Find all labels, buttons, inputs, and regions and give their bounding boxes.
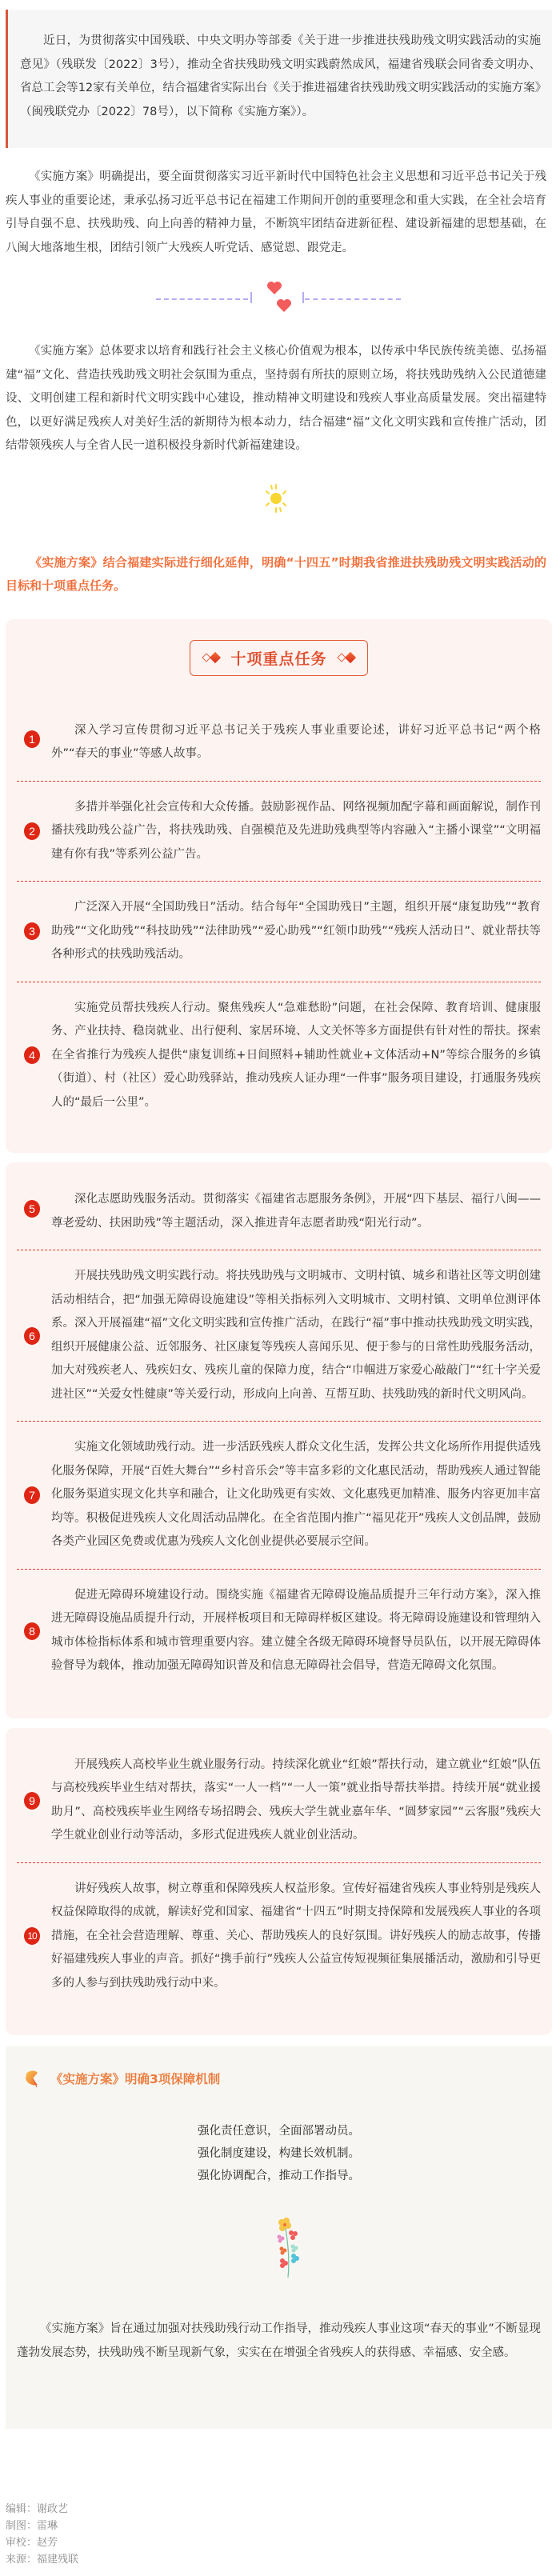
intro-box: [6, 10, 552, 148]
sun-icon: [260, 482, 292, 514]
flower-decoration: [17, 2218, 541, 2298]
task-number-badge: 6: [24, 1327, 40, 1345]
credit-source: 来源：福建残联: [6, 2554, 79, 2566]
task-text: 深化志愿助残服务活动。贯彻落实《福建省志愿服务条例》，开展“四下基层、福行八闽——尊老爱幼、扶困助残”等主题活动，深入推进青年志愿者助残“阳光行动”。: [51, 1193, 541, 1230]
divider-dash-left: [156, 298, 248, 300]
task-item: [17, 1863, 541, 2010]
tasks-card-1: [6, 619, 552, 1154]
credit-graphics: 制图：雷琳: [6, 2520, 58, 2532]
task-item: [17, 1422, 541, 1570]
task-text: 讲好残疾人故事，树立尊重和保障残疾人权益形象。宣传好福建省残疾人事业特别是残疾人权益保障取得的成就，解读好党和国家、福建省“十四五”时期支持保障和发展残疾人事业的各项措施，在全社会营造理解、尊重、关心、帮助残疾人的良好氛围。讲好残疾人的励志故事，传播好福建残疾人事业的声音。抓好“携手前行”残疾人公益宣传短视频征集展播活动，激励和引导更多的人参与到扶残助残行动中来。: [51, 1882, 541, 1990]
task-text: 开展残疾人高校毕业生就业服务行动。持续深化就业“红娘”帮扶行动，建立就业“红娘”队伍与高校残疾毕业生结对帮扶，落实“一人一档”“一人一策”就业指导帮扶举措。持续开展“就业援助月”、高校残疾毕业生网络专场招聘会、残疾大学生就业嘉年华、“圆梦家园”“云客服”残疾大学生就业创业行动等活动，多形式促进残疾人就业创业活动。: [51, 1758, 541, 1842]
task-text: 深入学习宣传贯彻习近平总书记关于残疾人事业重要论述，讲好习近平总书记“两个格外”“春天的事业”等感人故事。: [51, 723, 541, 760]
diamond-icon: [203, 654, 219, 662]
task-item: [17, 1250, 541, 1422]
task-item: [17, 782, 541, 882]
task-number-badge: 5: [24, 1200, 40, 1218]
heart-divider: [0, 278, 552, 326]
task-number-badge: 9: [24, 1792, 40, 1810]
ginkgo-leaf-icon: [23, 2069, 42, 2088]
diamond-icon: [338, 654, 354, 662]
tasks-card-3: [6, 1728, 552, 2036]
task-item: [17, 982, 541, 1130]
task-item: [17, 1570, 541, 1693]
divider-tick-left: [250, 292, 252, 303]
heart-icon: [266, 281, 282, 295]
sun-decoration: [0, 474, 552, 522]
task-item: [17, 882, 541, 982]
task-number-badge: 10: [24, 1927, 40, 1945]
guarantee-section: [6, 2046, 552, 2429]
task-text: 实施文化领域助残行动。进一步活跃残疾人群众文化生活，发挥公共文化场所作用提供适残化服务保障，开展“百姓大舞台”“乡村音乐会”等丰富多彩的文化惠民活动，帮助残疾人通过智能化服务渠道实现文化共享和融合，让文化助残更有实效、文化惠残更加精准、服务内容更加丰富均等。积极促进残疾人文化周活动品牌化。在全省范围内推广“福见花开”残疾人文创品牌，鼓励各类产业园区免费或优惠为残疾人文化创业提供必要展示空间。: [51, 1441, 541, 1548]
heart-icon: [276, 298, 292, 313]
credit-editor: 编辑：谢政艺: [6, 2503, 69, 2515]
task-text: 开展扶残助残文明实践行动。将扶残助残与文明城市、文明村镇、城乡和谐社区等文明创建活动相结合，把“加强无障碍设施建设”等相关指标列入文明城市、文明村镇、文明单位测评体系。深入开展福建“福”文化文明实践和宣传推广活动，在践行“福”事中推动扶残助残文明实践，组织开展健康公益、近邻服务、社区康复等残疾人喜闻乐见、便于参与的日常性助残服务活动，加大对残疾老人、残疾妇女、残疾儿童的保障力度，结合“巾帼进万家爱心敲敲门”“红十字关爱进社区”“关爱女性健康”等关爱行动，形成向上向善、互帮互助、扶残助残的新时代文明风尚。: [51, 1270, 541, 1401]
highlight-paragraph: 《实施方案》结合福建实际进行细化延伸，明确“十四五”时期我省推进扶残助残文明实践活动的目标和十项重点任务。: [6, 554, 546, 593]
guarantee-summary: 《实施方案》旨在通过加强对扶残助残行动工作指导，推动残疾人事业这项“春天的事业”不断显现蓬勃发展态势，扶残助残不断呈现新气象，实实在在增强全省残疾人的获得感、幸福感、安全感。: [17, 2322, 541, 2359]
guarantee-list: [17, 2120, 541, 2187]
divider-dash-right: [305, 298, 401, 300]
task-text: 广泛深入开展“全国助残日”活动。结合每年“全国助残日”主题，组织开展“康复助残”“教育助残”“文化助残”“科技助残”“法律助残”“爱心助残”“红领巾助残”“残疾人活动日”、就业帮扶等各种形式的扶残助残活动。: [51, 901, 541, 961]
divider-tick-right: [302, 292, 304, 303]
task-number-badge: 8: [24, 1622, 40, 1640]
tasks-card-2: [6, 1162, 552, 1718]
task-text: 多措并举强化社会宣传和大众传播。鼓励影视作品、网络视频加配字幕和画面解说，制作刊播扶残助残公益广告，将扶残助残、自强模范及先进助残典型等内容融入“主播小课堂”“文明福建有你有我”等系列公益广告。: [51, 800, 541, 861]
task-item: [17, 1739, 541, 1863]
credit-reviewer: 审校：赵芳: [6, 2537, 58, 2549]
credits: [0, 2501, 552, 2576]
intro-text: 近日，为贯彻落实中国残联、中央文明办等部委《关于进一步推进扶残助残文明实践活动的实施意见》（残联发〔2022〕3号），推动全省扶残助残文明实践蔚然成风，福建省残联会同省委文明办、省总工会等12家有关单位，结合福建省实际出台《关于推进福建省扶残助残文明实践活动的实施方案》（闽残联党办〔2022〕78号），以下简称《实施方案》）。: [20, 34, 541, 118]
section-title-row: [17, 640, 541, 676]
task-number-badge: 2: [24, 822, 40, 840]
task-text: 实施党员帮扶残疾人行动。聚焦残疾人“急难愁盼”问题，在社会保障、教育培训、健康服务、产业扶持、稳岗就业、出行便利、家居环境、人文关怀等多方面提供有针对性的帮扶。探索在全省推行为残疾人提供“康复训练+日间照料+辅助性就业+文体活动+N”等综合服务的乡镇（街道）、村（社区）爱心助残驿站，推动残疾人证办理“一件事”服务项目建设，打通服务残疾人的“最后一公里”。: [51, 1001, 541, 1109]
guarantee-title: 《实施方案》明确3项保障机制: [50, 2072, 221, 2086]
task-number-badge: 1: [24, 730, 40, 748]
paragraph-overall-requirements: 《实施方案》总体要求以培育和践行社会主义核心价值观为根本，以传承中华民族传统美德、弘扬福建“福”文化、营造扶残助残文明社会氛围为重点，坚持弱有所扶的原则立场，将扶残助残纳入公民道德建设、文明创建工程和新时代文明实践中心建设，推动精神文明建设和残疾人事业高质量发展。突出福建特色，以更好满足残疾人对美好生活的新期待为根本动力，结合福建“福”文化文明实践和宣传推广活动，团结带领残疾人与全省人民一道积极投身新时代新福建建设。: [6, 345, 546, 452]
guarantee-heading: [17, 2069, 541, 2088]
flower-branch-icon: [275, 2218, 310, 2298]
paragraph-requirements: 《实施方案》明确提出，要全面贯彻落实习近平新时代中国特色社会主义思想和习近平总书记关于残疾人事业的重要论述，秉承弘扬习近平总书记在福建工作期间开创的重要理念和重大实践，在全社会培育引导自强不息、扶残助残、向上向善的精神力量，不断筑牢团结奋进新征程、建设新福建的思想基础，在八闽大地落地生根，团结引领广大残疾人听党话、感觉恩、跟党走。: [6, 170, 546, 254]
task-number-badge: 7: [24, 1486, 40, 1504]
section-title-badge: [190, 640, 367, 676]
guarantee-item: 强化责任意识，全面部署动员。: [198, 2125, 360, 2138]
guarantee-item: 强化制度建设，构建长效机制。: [198, 2147, 360, 2160]
guarantee-item: 强化协调配合，推动工作指导。: [198, 2170, 360, 2182]
task-item: [17, 1174, 541, 1250]
task-number-badge: 4: [24, 1046, 40, 1064]
article: [0, 10, 552, 2576]
task-item: [17, 705, 541, 782]
task-text: 促进无障碍环境建设行动。围绕实施《福建省无障碍设施品质提升三年行动方案》，深入推进无障碍设施品质提升行动，开展样板项目和无障碍样板区建设。将无障碍设施建设和管理纳入城市体检指标体系和城市管理重要内容。建立健全各级无障碍环境督导员队伍，以开展无障碍体验督导为载体，推动加强无障碍知识普及和信息无障碍社会倡导，营造无障碍文化氛围。: [51, 1588, 541, 1672]
task-number-badge: 3: [24, 922, 40, 940]
section-title: 十项重点任务: [230, 650, 327, 668]
